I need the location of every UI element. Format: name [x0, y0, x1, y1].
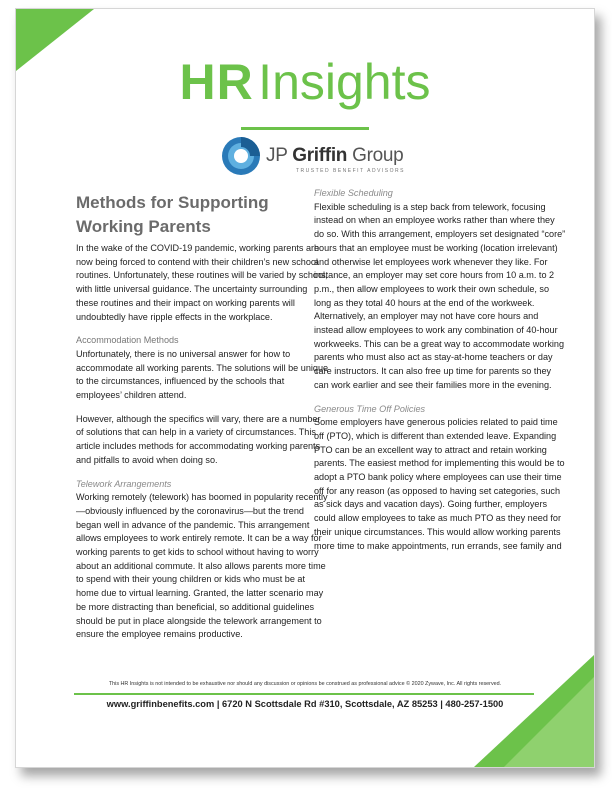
left-column — [76, 185, 330, 642]
accommodation-heading: Accommodation Methods — [76, 335, 179, 346]
telework-heading: Telework Arrangements — [76, 478, 172, 489]
telework-paragraph: Working remotely (telework) has boomed in popularity recently—obviously influenced by the coronavirus—but the trend began well in advance of the pandemic. This arrangement allows employees to work entirely remote. It can be a way for working parents to get kids to school without having to worry about an additional commute. It also allows parents more time to spend with their young children or kids who must be at home due to virtual learning. Granted, the latter scenario may be more distracting than beneficial, so additional guidelines should be put in place alongside the telework arrangement to ensure the employee remains productive. — [76, 492, 328, 640]
accommodation-paragraph-1: Unfortunately, there is no universal answer for how to accommodate all working parents. The solutions will be unique to the circumstances, influenced by the schools that employees’ children attend. — [76, 348, 329, 401]
company-logo — [218, 135, 418, 181]
article-title-line2: Working Parents — [76, 217, 211, 236]
right-column — [314, 187, 566, 553]
pto-paragraph: Some employers have generous policies related to paid time off (PTO), which is different than extended leave. Expanding PTO can be an excellent way to attract and retain working parents. The easiest method for implementing this would be to adopt a PTO bank policy where employees can use their time off for any reason (as opposed to having set categories, such as sick days and vacation days). Going further, employers could allow employees to take as much PTO as they need for their unique circumstances. This would allow working parents more time to make appointments, run errands, see family and — [314, 417, 565, 551]
flex-paragraph: Flexible scheduling is a step back from telework, focusing instead on when an employee works rather than where they do so. With this arrangement, employers set designated “core” hours that an employee must be working (location irrelevant) and otherwise let employees work whenever they like. For instance, an employer may set core hours from 10 a.m. to 2 p.m., then allow employees to work their own schedule, so long as they total 40 hours at the end of the workweek. Alternatively, an employer may not have core hours and instead allow employees to work any combination of 40-hour workweeks. This can be a great way to accommodate working parents who must also act as stay-at-home teachers or day care instructors. It can also free up time for parents so they can work earlier and see their families more in the evening. — [314, 201, 566, 390]
footer-rule — [74, 693, 534, 695]
accommodation-paragraph-2: However, although the specifics will vary, there are a number of solutions that can help in a variety of circumstances. This article includes methods for accommodating working parents and pitfalls to avoid when doing so. — [76, 413, 321, 465]
intro-paragraph: In the wake of the COVID-19 pandemic, working parents are now being forced to contend with their children’s new school routines. Unfortunately, these routines will be varied by school, with little universal guidance. The uncertainty surrounding these routines and their impact on working parents will undoubtedly have ripple effects in the workplace. — [76, 243, 328, 322]
article-title-line1: Methods for Supporting — [76, 193, 269, 212]
brand-hr: HR — [179, 54, 254, 110]
logo-name-bold: Griffin — [292, 145, 348, 166]
logo-name-suffix: Group — [347, 145, 404, 166]
flex-heading: Flexible Scheduling — [314, 188, 393, 198]
logo-name-prefix: JP — [266, 145, 293, 166]
swirl-logo-icon — [220, 135, 262, 177]
footer-contact: www.griffinbenefits.com | 6720 N Scottsdale Rd #310, Scottsdale, AZ 85253 | 480-257-1500 — [106, 699, 504, 709]
logo-tagline: TRUSTED BENEFIT ADVISORS — [296, 168, 405, 174]
disclaimer: This HR Insights is not intended to be exhaustive nor should any discussion or opinions be construed as professional advice © 2020 Zywave, Inc. All rights reserved. — [108, 681, 502, 687]
pto-heading: Generous Time Off Policies — [314, 403, 426, 414]
document-page — [15, 8, 595, 768]
brand-title — [16, 53, 594, 111]
brand-underline — [241, 127, 369, 130]
brand-insights: Insights — [258, 54, 431, 110]
logo-name — [266, 145, 403, 167]
article-title — [76, 191, 330, 239]
